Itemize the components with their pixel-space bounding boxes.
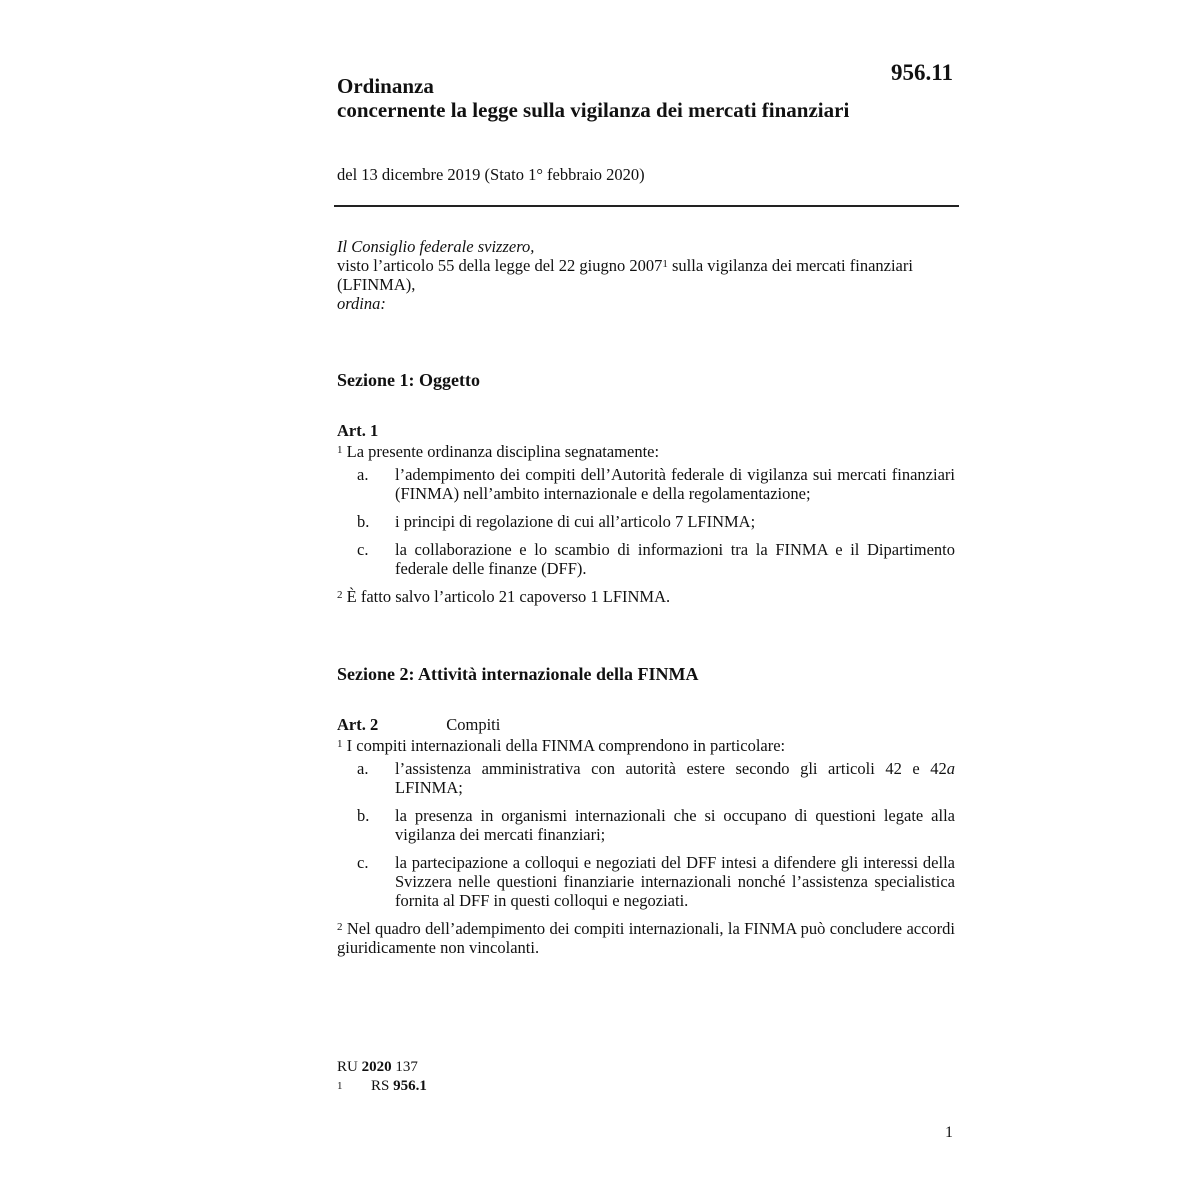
list-item (337, 806, 955, 844)
footnote-prefix: RS (371, 1078, 394, 1094)
preamble-visto (337, 256, 955, 294)
article-2-title: Compiti (446, 715, 501, 734)
article-2-label: Art. 2 (337, 715, 379, 734)
article-1 (337, 421, 955, 606)
article-2-list (337, 759, 955, 910)
header-divider (334, 205, 959, 207)
preamble-ordina: ordina: (337, 294, 386, 313)
paragraph-text: È fatto salvo l’articolo 21 capoverso 1 LFINMA. (342, 587, 671, 606)
list-item (337, 853, 955, 910)
preamble (337, 237, 955, 313)
ru-suffix: 137 (391, 1059, 418, 1075)
list-text (395, 759, 955, 797)
document-number: 956.11 (891, 60, 953, 85)
list-item (337, 512, 955, 531)
paragraph-text: I compiti internazionali della FINMA comprendono in particolare: (342, 736, 786, 755)
paragraph-number: 2 (337, 921, 343, 933)
list-text-part: LFINMA; (395, 778, 463, 797)
list-letter: b. (357, 806, 370, 825)
paragraph-text: La presente ordinanza disciplina segnatamente: (342, 442, 660, 461)
list-letter: c. (357, 540, 369, 559)
paragraph-number: 1 (337, 444, 343, 456)
paragraph-number: 1 (337, 738, 343, 750)
paragraph-text: Nel quadro dell’adempimento dei compiti internazionali, la FINMA può concludere accordi giuridicamente non vincolanti. (337, 919, 955, 957)
section-2-heading: Sezione 2: Attività internazionale della FINMA (337, 664, 699, 684)
list-item (337, 759, 955, 797)
footnote-text (371, 1077, 427, 1096)
list-letter: a. (357, 465, 369, 484)
footnote-ref: 956.1 (393, 1078, 427, 1094)
preamble-visto-text: visto l’articolo 55 della legge del 22 giugno 2007 (337, 256, 663, 275)
ru-reference (337, 1058, 427, 1077)
article-1-label: Art. 1 (337, 421, 379, 440)
list-text-part: l’assistenza amministrativa con autorità estere secondo gli articoli 42 e 42 (395, 759, 947, 778)
list-text: la collaborazione e lo scambio di informazioni tra la FINMA e il Dipartimento federale delle finanze (DFF). (395, 540, 955, 578)
article-1-paragraph-2 (337, 587, 955, 606)
article-2-paragraph-1 (337, 736, 955, 755)
paragraph-number: 2 (337, 589, 343, 601)
article-1-list (337, 465, 955, 578)
footnote-1 (337, 1077, 427, 1096)
page-number: 1 (945, 1124, 953, 1141)
title-line-2: concernente la legge sulla vigilanza dei mercati finanziari (337, 98, 850, 122)
article-1-paragraph-1 (337, 442, 955, 461)
article-2 (337, 715, 955, 957)
list-text: la partecipazione a colloqui e negoziati del DFF intesi a difendere gli interessi della Svizzera nelle questioni finanziarie internazionali nonché l’assistenza specialistica fornita al DFF in questi colloqui e negoziati. (395, 853, 955, 910)
list-letter: b. (357, 512, 370, 531)
footnote-ref-1[interactable]: 1 (662, 258, 668, 270)
list-letter: c. (357, 853, 369, 872)
preamble-authority: Il Consiglio federale svizzero, (337, 237, 535, 256)
list-text: i principi di regolazione di cui all’articolo 7 LFINMA; (395, 512, 756, 531)
footnotes (337, 1058, 427, 1096)
document-date: del 13 dicembre 2019 (Stato 1° febbraio 2020) (337, 165, 645, 184)
list-item (337, 540, 955, 578)
ru-prefix: RU (337, 1059, 362, 1075)
list-item (337, 465, 955, 503)
footnote-mark: 1 (337, 1080, 343, 1092)
section-1-heading: Sezione 1: Oggetto (337, 370, 480, 390)
title-line-1: Ordinanza (337, 74, 434, 98)
list-text-italic: a (946, 759, 955, 778)
list-text: la presenza in organismi internazionali che si occupano di questioni legate alla vigilanza dei mercati finanziari; (395, 806, 955, 844)
article-2-paragraph-2 (337, 919, 955, 957)
document-title (337, 74, 957, 122)
list-letter: a. (357, 759, 369, 778)
ru-year: 2020 (361, 1059, 392, 1075)
preamble-visto-text-end: sulla vigilanza dei mercati finanziari (LFINMA), (337, 256, 913, 294)
article-2-header (337, 715, 955, 734)
list-text: l’adempimento dei compiti dell’Autorità federale di vigilanza sui mercati finanziari (FINMA) nell’ambito internazionale e della regolamentazione; (395, 465, 955, 503)
